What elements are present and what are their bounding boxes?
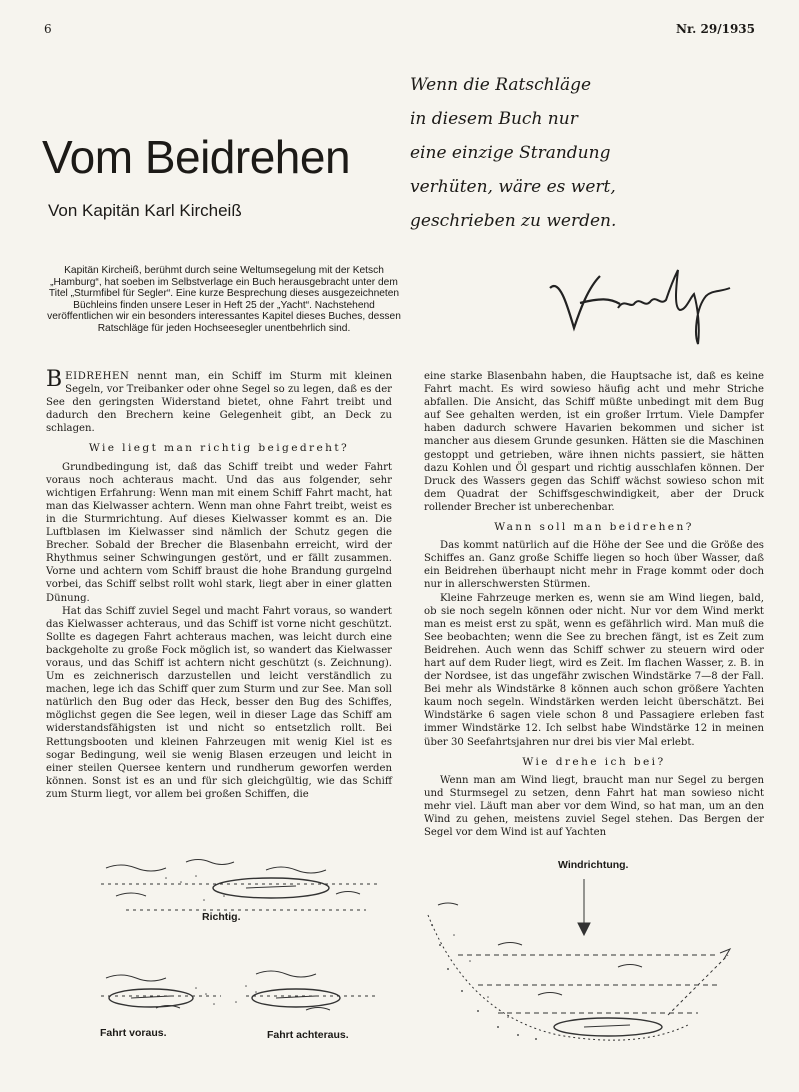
paragraph: Hat das Schiff zuviel Segel und macht Fahrt voraus, so wandert das Kielwasser achteraus, und das Schiff ist vorne nicht geschützt. Sollte es dagegen Fahrt achteraus machen, was leicht durch eine backgeholte zu große Fock möglich ist, so wandert das Kielwasser voraus, und das Schiff ist achtern nicht geschützt (s. Zeichnung). Um es zeichnerisch darzustellen und leicht verständlich zu machen, lege ich das Schiff quer zum Sturm und zur See. Man soll natürlich den Bug oder das Heck, besser den Bug des Schiffes, möglichst gegen die See legen, weil in dieser Lage das Schiff am widerstandsfähigsten ist und nicht so entsetzlich rollt. Bei Rettungsbooten und kleinen Fahrzeugen mit wenig Kiel ist es sogar Bedingung, weil sie wenig Blasen erzeugen und leicht in einer steilen Quersee kentern und rundherum geworfen werden können. Sonst ist es an und für sich gleichgültig, wie das Schiff zum Sturm liegt, vor allem bei großen Schiffen, die — [46, 605, 392, 800]
article-column-left — [46, 367, 392, 801]
signature-image — [540, 248, 740, 348]
article-column-right — [424, 370, 764, 839]
figure-label-voraus: Fahrt voraus. — [100, 1027, 167, 1039]
figure-label-achteraus: Fahrt achteraus. — [267, 1029, 349, 1041]
hull-achteraus — [252, 989, 340, 1007]
paragraph: Wenn man am Wind liegt, braucht man nur Segel zu bergen und Sturmsegel zu setzen, denn Fahrt hat man sowieso nicht mehr viel. Läuft man aber vor dem Wind, so hat man, um an den Wind zu gehen, meistens zuviel Segel stehen. Das Bergen der Segel vor dem Wind ist auf Yachten — [424, 774, 764, 839]
paragraph: Das kommt natürlich auf die Höhe der See und die Größe des Schiffes an. Ganz große Schiffe liegen so hoch über Wasser, daß ein Beidrehen überhaupt nicht mehr in Frage kommt oder doch nur in allerschwersten Stürmen. — [424, 540, 764, 591]
article-intro: Kapitän Kircheiß, berühmt durch seine Weltumsegelung mit der Ketsch „Hamburg“, hat soeben im Selbstverlage ein Buch herausgebracht unter dem Titel „Sturmfibel für Segler“. Eine kurze Besprechung dieses ausgezeichneten Büchleins finden unsere Leser in Heft 25 der „Yacht“. Nachstehend veröffentlichen wir ein besonders interessantes Kapitel dieses Buches, dessen Ratschläge für jeden Hochseesegler unentbehrlich sind. — [47, 265, 401, 334]
section-heading: Wie liegt man richtig beigedreht? — [88, 442, 350, 455]
section-heading: Wann soll man beidrehen? — [494, 521, 694, 534]
windrichtung-diagram — [418, 875, 768, 1050]
dropcap: B — [46, 367, 63, 392]
paragraph: Grundbedingung ist, daß das Schiff treibt und weder Fahrt voraus noch achteraus macht. Und das aus folgender, sehr wichtigen Erfahrung: Wenn man mit einem Schiff Fahrt macht, hat man das Kielwasser achtern. Wenn man ohne Fahrt treibt, weist es in die Sturmrichtung. Auf dieses Kielwasser kommt es an. Die Luftblasen im Kielwasser sind nämlich der Schutz gegen die Brecher. Sobald der Brecher die Blasenbahn erreicht, wird der Rhythmus seiner Schwingungen gestört, und er fällt zusammen. Vorne und achtern vom Schiff braust die hohe Brandung gurgelnd vorbei, das Schiff selbst rollt wohl stark, liegt aber in einer glatten Dünung. — [46, 461, 392, 604]
handwritten-line: eine einzige Strandung — [410, 143, 611, 163]
handwritten-line: geschrieben zu werden. — [410, 211, 617, 231]
article-title: Vom Beidrehen — [42, 131, 351, 183]
lead-text: nennt man, ein Schiff im Sturm mit kleinen Segeln, vor Treibanker oder ohne Segel so zu legen, daß es der See den geringsten Widerstand bietet, ohne Fahrt treibt und dadurch den Brechern keine Gelegenheit gibt, an Deck zu schlagen. — [46, 371, 392, 435]
handwritten-note — [410, 68, 770, 238]
lead-caps: EIDREHEN — [65, 371, 130, 382]
section-heading: Wie drehe ich bei? — [522, 755, 666, 768]
paragraph: Kleine Fahrzeuge merken es, wenn sie am Wind liegen, bald, ob sie noch segeln können oder nicht. Nur vor dem Wind merkt man es meist erst zu spät, wenn es gefährlich wird. Man muß die See beobachten; wenn die See zu brechen fängt, ist es Zeit zum Beidrehen. Auch wenn das Schiff schwer zu steuern wird oder hart auf dem Ruder liegt, wird es Zeit. Im flachen Wasser, z. B. in der Nordsee, ist das ungefähr zwischen Windstärke 7—8 der Fall. Bei mehr als Windstärke 8 können auch schon größere Yachten kaum noch segeln. Windstärken werden leicht überschätzt. Bei Windstärke 6 sagen viele schon 8 und Passagiere erleben fast immer Windstärke 12. Ich selbst habe Windstärke 12 in meinen über 30 Seefahrtsjahren nur drei bis vier Mal erlebt. — [424, 592, 764, 748]
page-number: 6 — [44, 22, 52, 36]
article-author: Von Kapitän Karl Kircheiß — [48, 201, 242, 220]
figure-label-windrichtung: Windrichtung. — [558, 859, 629, 871]
hull-richtig — [213, 878, 329, 898]
handwritten-line: verhüten, wäre es wert, — [410, 177, 616, 197]
lead-paragraph — [46, 367, 392, 435]
hull-beigedreht — [554, 1018, 662, 1036]
figure-label-richtig: Richtig. — [202, 911, 241, 923]
issue-number: Nr. 29/1935 — [675, 22, 755, 36]
handwritten-line: in diesem Buch nur — [410, 109, 578, 129]
paragraph: eine starke Blasenbahn haben, die Hauptsache ist, daß es keine Fahrt macht. Es wird sowieso häufig acht und mehr Striche abfallen. Die Ansicht, das Schiff müßte unbedingt mit dem Bug auf See gehalten werden, ist ein großer Irrtum. Viele Dampfer haben dadurch schwere Havarien bekommen und sicher ist mancher aus diesem Grunde gesunken. Hätten sie die Maschinen gestoppt und getrieben, wäre ihnen nichts passiert, sie hätten dazu Kohlen und Öl gespart und richtig ausschlafen können. Der Druck des Wassers gegen das Schiff wächst sowieso schon mit dem Quadrat der Schiffsgeschwindigkeit, aber der Druck rollender Brecher ist unberechenbar. — [424, 371, 764, 513]
handwritten-line: Wenn die Ratschläge — [410, 75, 592, 95]
hull-voraus — [109, 989, 193, 1007]
